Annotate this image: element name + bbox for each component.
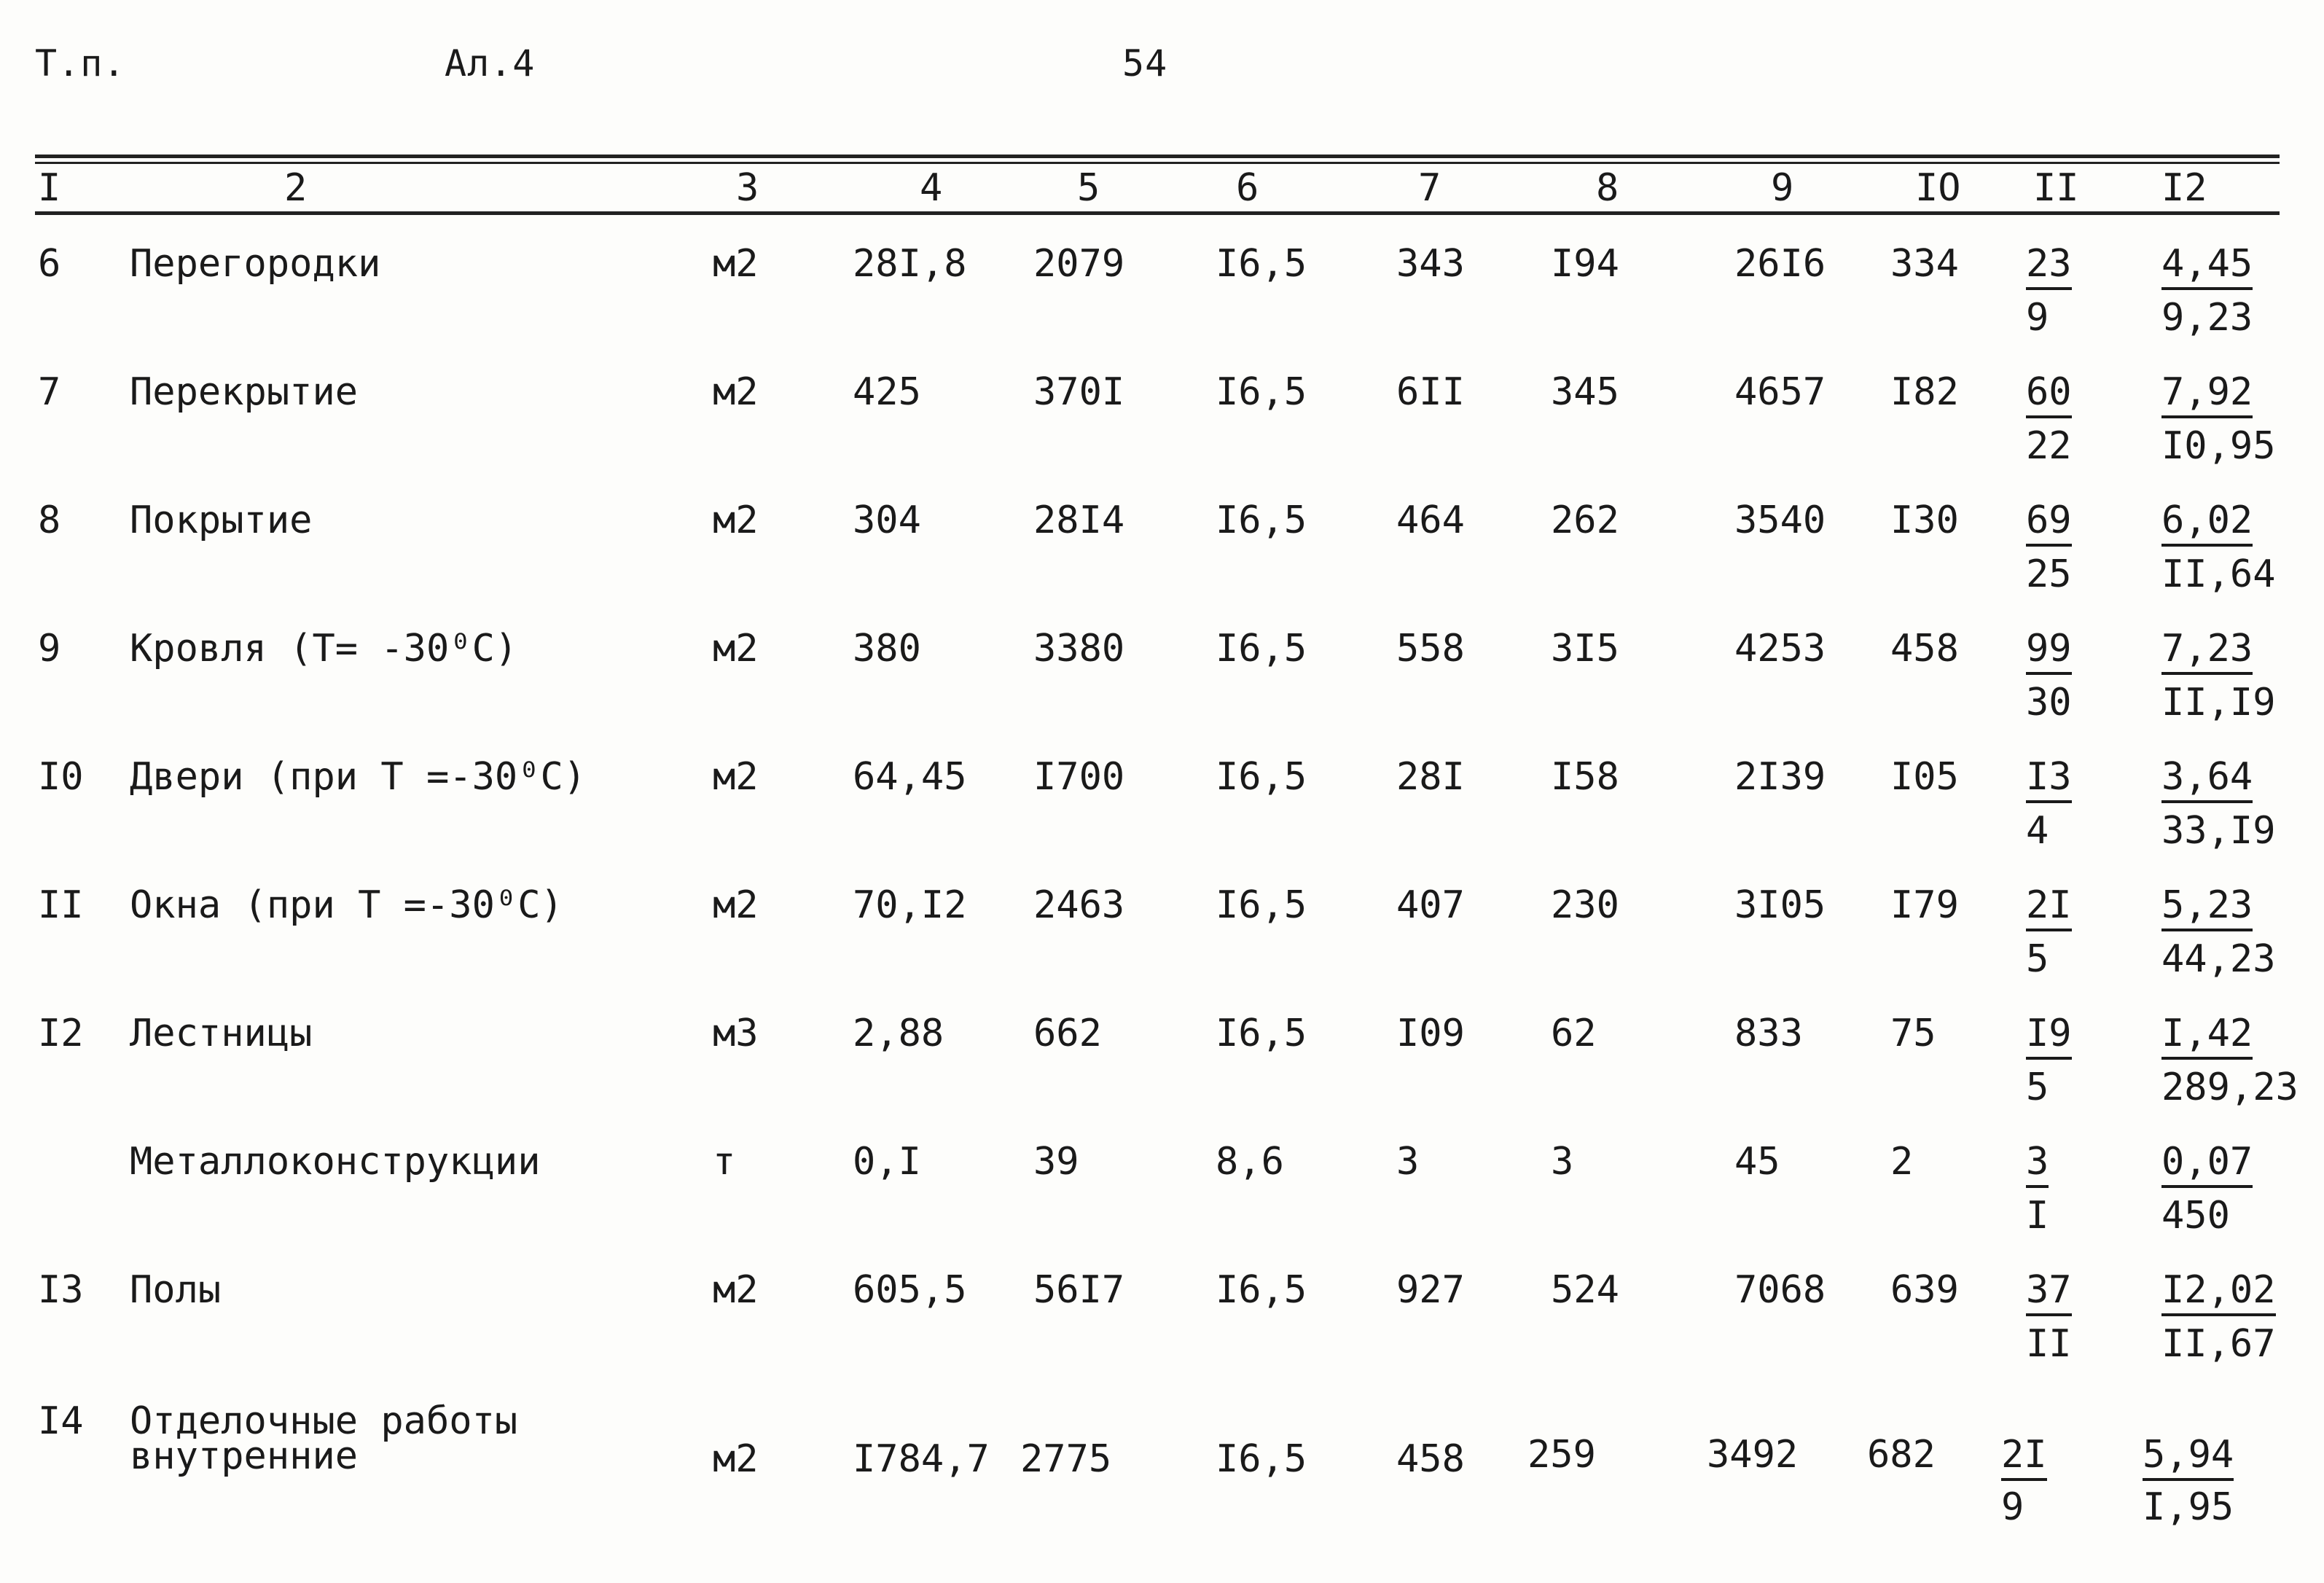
sheet-number: Ал.4 <box>445 42 536 85</box>
value-col8: 259 <box>1527 1433 1596 1477</box>
work-name: Кровля (Т= -30⁰С) <box>130 627 518 671</box>
value-col7: 407 <box>1396 883 1465 927</box>
fraction-denominator-col12: 289,23 <box>2161 1066 2298 1109</box>
work-name: Двери (при Т =-30⁰С) <box>130 755 587 799</box>
value-col5: 662 <box>1033 1012 1102 1055</box>
unit: м2 <box>713 242 759 286</box>
fraction-numerator-col11: 69 <box>2026 499 2072 547</box>
row-number: I2 <box>38 1012 84 1055</box>
value-col6: I6,5 <box>1216 1268 1307 1312</box>
fraction-numerator-col11: 99 <box>2026 627 2072 675</box>
quantity: 605,5 <box>853 1268 967 1312</box>
value-col10: I82 <box>1890 370 1959 414</box>
value-col9: 45 <box>1734 1140 1780 1184</box>
table-top-rule-inner <box>35 162 2280 164</box>
unit: м2 <box>713 1437 759 1481</box>
value-col9: 4657 <box>1734 370 1826 414</box>
quantity: 304 <box>853 499 921 542</box>
value-col6: 8,6 <box>1216 1140 1284 1184</box>
row-number: 9 <box>38 627 61 671</box>
fraction-numerator-col12: 5,94 <box>2143 1433 2234 1481</box>
value-col10: 75 <box>1890 1012 1936 1055</box>
work-name: Окна (при Т =-30⁰С) <box>130 883 563 927</box>
value-col10: I79 <box>1890 883 1959 927</box>
value-col7: 458 <box>1396 1437 1465 1481</box>
fraction-numerator-col11: 2I <box>2026 883 2072 931</box>
value-col9: 3I05 <box>1734 883 1826 927</box>
value-col5: 3380 <box>1033 627 1125 671</box>
unit: м2 <box>713 370 759 414</box>
fraction-numerator-col11: I3 <box>2026 755 2072 803</box>
value-col6: I6,5 <box>1216 499 1307 542</box>
value-col6: I6,5 <box>1216 242 1307 286</box>
table-top-rule <box>35 155 2280 158</box>
fraction-denominator-col11: II <box>2026 1322 2072 1366</box>
fraction-numerator-col11: 2I <box>2001 1433 2047 1481</box>
page-number: 54 <box>1122 42 1168 85</box>
value-col8: 62 <box>1551 1012 1597 1055</box>
value-col6: I6,5 <box>1216 1012 1307 1055</box>
unit: м2 <box>713 627 759 671</box>
column-header: 3 <box>736 166 759 210</box>
row-number: I3 <box>38 1268 84 1312</box>
value-col6: I6,5 <box>1216 627 1307 671</box>
value-col8: 230 <box>1551 883 1619 927</box>
value-col7: 343 <box>1396 242 1465 286</box>
value-col5: 56I7 <box>1033 1268 1125 1312</box>
fraction-numerator-col12: 4,45 <box>2161 242 2253 290</box>
value-col10: I30 <box>1890 499 1959 542</box>
value-col8: 262 <box>1551 499 1619 542</box>
value-col6: I6,5 <box>1216 883 1307 927</box>
work-name: Покрытие <box>130 499 313 542</box>
fraction-denominator-col12: 44,23 <box>2161 937 2276 981</box>
fraction-denominator-col12: II,64 <box>2161 552 2276 596</box>
value-col8: 345 <box>1551 370 1619 414</box>
value-col5: 28I4 <box>1033 499 1125 542</box>
work-name: Лестницы <box>130 1012 313 1055</box>
value-col5: 2079 <box>1033 242 1125 286</box>
unit: м2 <box>713 1268 759 1312</box>
value-col9: 7068 <box>1734 1268 1826 1312</box>
fraction-denominator-col11: 30 <box>2026 681 2072 724</box>
fraction-denominator-col12: 450 <box>2161 1194 2230 1238</box>
row-number: 6 <box>38 242 61 286</box>
work-name: Металлоконструкции <box>130 1140 541 1184</box>
fraction-numerator-col11: 23 <box>2026 242 2072 290</box>
fraction-denominator-col12: I0,95 <box>2161 424 2276 468</box>
value-col5: 370I <box>1033 370 1125 414</box>
work-name-line2: внутренние <box>130 1434 359 1478</box>
fraction-numerator-col12: 3,64 <box>2161 755 2253 803</box>
value-col7: 6II <box>1396 370 1465 414</box>
row-number: I0 <box>38 755 84 799</box>
value-col7: 28I <box>1396 755 1465 799</box>
fraction-denominator-col11: 5 <box>2026 1066 2049 1109</box>
column-header: 7 <box>1418 166 1441 210</box>
column-header: I2 <box>2161 166 2207 210</box>
fraction-numerator-col11: 3 <box>2026 1140 2049 1188</box>
column-header: 6 <box>1236 166 1259 210</box>
value-col10: 334 <box>1890 242 1959 286</box>
fraction-denominator-col11: I <box>2026 1194 2049 1238</box>
quantity: 28I,8 <box>853 242 967 286</box>
value-col5: 39 <box>1033 1140 1079 1184</box>
value-col10: 2 <box>1890 1140 1914 1184</box>
column-header: I <box>38 166 61 210</box>
value-col10: 682 <box>1867 1433 1936 1477</box>
value-col5: 2775 <box>1020 1437 1112 1481</box>
unit: м2 <box>713 499 759 542</box>
fraction-numerator-col11: 60 <box>2026 370 2072 418</box>
column-header: 8 <box>1596 166 1619 210</box>
unit: м2 <box>713 755 759 799</box>
value-col9: 26I6 <box>1734 242 1826 286</box>
value-col9: 2I39 <box>1734 755 1826 799</box>
column-header: 4 <box>920 166 943 210</box>
fraction-denominator-col11: 22 <box>2026 424 2072 468</box>
quantity: 380 <box>853 627 921 671</box>
column-header: IO <box>1915 166 1961 210</box>
fraction-denominator-col12: I,95 <box>2143 1485 2234 1529</box>
fraction-numerator-col12: 7,92 <box>2161 370 2253 418</box>
value-col8: I58 <box>1551 755 1619 799</box>
value-col6: I6,5 <box>1216 755 1307 799</box>
value-col5: I700 <box>1033 755 1125 799</box>
fraction-numerator-col12: I,42 <box>2161 1012 2253 1060</box>
fraction-denominator-col12: II,I9 <box>2161 681 2276 724</box>
work-name: Перекрытие <box>130 370 359 414</box>
unit: т <box>713 1140 736 1184</box>
value-col7: 927 <box>1396 1268 1465 1312</box>
quantity: 0,I <box>853 1140 921 1184</box>
value-col9: 3540 <box>1734 499 1826 542</box>
row-number: 7 <box>38 370 61 414</box>
fraction-denominator-col11: 4 <box>2026 809 2049 853</box>
work-name: Полы <box>130 1268 222 1312</box>
work-name: Перегородки <box>130 242 381 286</box>
value-col8: 3 <box>1551 1140 1574 1184</box>
value-col7: 464 <box>1396 499 1465 542</box>
value-col9: 833 <box>1734 1012 1803 1055</box>
fraction-denominator-col12: 33,I9 <box>2161 809 2276 853</box>
quantity: 2,88 <box>853 1012 944 1055</box>
value-col9: 4253 <box>1734 627 1826 671</box>
fraction-numerator-col11: I9 <box>2026 1012 2072 1060</box>
quantity: I784,7 <box>853 1437 990 1481</box>
fraction-denominator-col11: 9 <box>2026 296 2049 340</box>
value-col8: I94 <box>1551 242 1619 286</box>
work-name-line1: Отделочные работы <box>130 1399 518 1443</box>
fraction-denominator-col11: 9 <box>2001 1485 2024 1529</box>
fraction-denominator-col12: 9,23 <box>2161 296 2253 340</box>
fraction-numerator-col12: 5,23 <box>2161 883 2253 931</box>
document-type-label: Т.п. <box>35 42 126 85</box>
fraction-denominator-col11: 25 <box>2026 552 2072 596</box>
unit: м3 <box>713 1012 759 1055</box>
value-col10: I05 <box>1890 755 1959 799</box>
fraction-numerator-col11: 37 <box>2026 1268 2072 1316</box>
value-col7: I09 <box>1396 1012 1465 1055</box>
value-col8: 3I5 <box>1551 627 1619 671</box>
value-col10: 639 <box>1890 1268 1959 1312</box>
fraction-denominator-col11: 5 <box>2026 937 2049 981</box>
row-number: II <box>38 883 84 927</box>
value-col6: I6,5 <box>1216 370 1307 414</box>
value-col8: 524 <box>1551 1268 1619 1312</box>
quantity: 70,I2 <box>853 883 967 927</box>
fraction-denominator-col12: II,67 <box>2161 1322 2276 1366</box>
quantity: 425 <box>853 370 921 414</box>
column-header: II <box>2033 166 2079 210</box>
value-col7: 3 <box>1396 1140 1420 1184</box>
value-col9: 3492 <box>1707 1433 1799 1477</box>
fraction-numerator-col12: 7,23 <box>2161 627 2253 675</box>
fraction-numerator-col12: 0,07 <box>2161 1140 2253 1188</box>
row-number: 8 <box>38 499 61 542</box>
column-header: 2 <box>284 166 308 210</box>
fraction-numerator-col12: 6,02 <box>2161 499 2253 547</box>
header-bottom-rule <box>35 211 2280 215</box>
value-col10: 458 <box>1890 627 1959 671</box>
row-number: I4 <box>38 1399 84 1443</box>
unit: м2 <box>713 883 759 927</box>
fraction-numerator-col12: I2,02 <box>2161 1268 2276 1316</box>
value-col6: I6,5 <box>1216 1437 1307 1481</box>
value-col5: 2463 <box>1033 883 1125 927</box>
value-col7: 558 <box>1396 627 1465 671</box>
column-header: 5 <box>1077 166 1100 210</box>
quantity: 64,45 <box>853 755 967 799</box>
column-header: 9 <box>1771 166 1794 210</box>
